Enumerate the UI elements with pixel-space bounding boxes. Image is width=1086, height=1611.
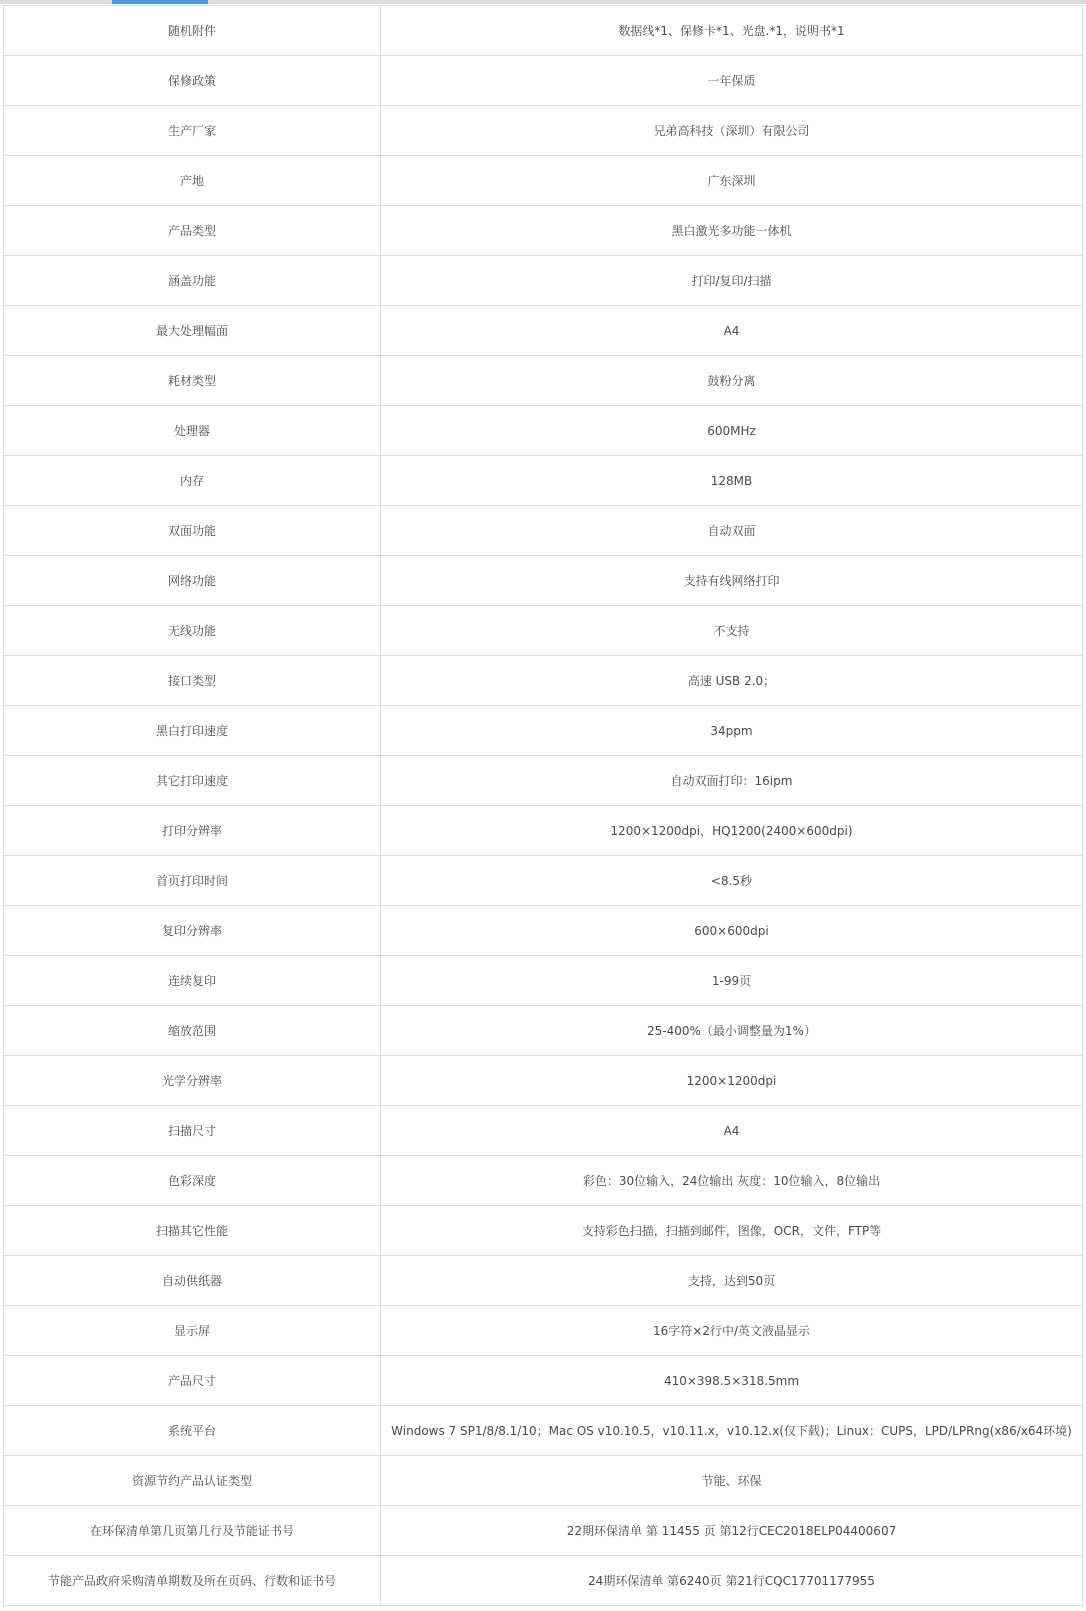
spec-value: A4 — [381, 1106, 1083, 1156]
spec-label: 缩放范围 — [4, 1006, 381, 1056]
spec-value: 支持，达到50页 — [381, 1256, 1083, 1306]
spec-label: 连续复印 — [4, 956, 381, 1006]
spec-label: 显示屏 — [4, 1306, 381, 1356]
spec-label: 其它打印速度 — [4, 756, 381, 806]
spec-value: 自动双面 — [381, 506, 1083, 556]
spec-value: 25-400%（最小调整量为1%） — [381, 1006, 1083, 1056]
table-row — [4, 1206, 1083, 1256]
spec-value: 1200×1200dpi，HQ1200(2400×600dpi) — [381, 806, 1083, 856]
spec-table — [3, 5, 1083, 1606]
spec-value: 打印/复印/扫描 — [381, 256, 1083, 306]
spec-label: 产品类型 — [4, 206, 381, 256]
spec-value: 1200×1200dpi — [381, 1056, 1083, 1106]
table-row — [4, 1256, 1083, 1306]
spec-label: 产品尺寸 — [4, 1356, 381, 1406]
spec-label: 光学分辨率 — [4, 1056, 381, 1106]
spec-value: 兄弟高科技（深圳）有限公司 — [381, 106, 1083, 156]
spec-label: 耗材类型 — [4, 356, 381, 406]
spec-label: 首页打印时间 — [4, 856, 381, 906]
spec-label: 色彩深度 — [4, 1156, 381, 1206]
spec-label: 自动供纸器 — [4, 1256, 381, 1306]
spec-label: 网络功能 — [4, 556, 381, 606]
spec-label: 接口类型 — [4, 656, 381, 706]
spec-label: 保修政策 — [4, 56, 381, 106]
table-row — [4, 306, 1083, 356]
spec-value: 彩色：30位输入，24位输出 灰度：10位输入，8位输出 — [381, 1156, 1083, 1206]
table-row — [4, 256, 1083, 306]
spec-value: 128MB — [381, 456, 1083, 506]
table-row — [4, 906, 1083, 956]
spec-label: 随机附件 — [4, 6, 381, 56]
spec-value: 黑白激光多功能一体机 — [381, 206, 1083, 256]
table-row — [4, 1306, 1083, 1356]
table-row — [4, 556, 1083, 606]
spec-value: 600×600dpi — [381, 906, 1083, 956]
spec-label: 涵盖功能 — [4, 256, 381, 306]
spec-label: 内存 — [4, 456, 381, 506]
table-row — [4, 1456, 1083, 1506]
spec-label: 生产厂家 — [4, 106, 381, 156]
spec-label: 双面功能 — [4, 506, 381, 556]
spec-label: 在环保清单第几页第几行及节能证书号 — [4, 1506, 381, 1556]
table-row — [4, 1556, 1083, 1606]
spec-label: 节能产品政府采购清单期数及所在页码、行数和证书号 — [4, 1556, 381, 1606]
spec-value: 支持有线网络打印 — [381, 556, 1083, 606]
spec-value: 34ppm — [381, 706, 1083, 756]
spec-value: 22期环保清单 第 11455 页 第12行CEC2018ELP04400607 — [381, 1506, 1083, 1556]
tab-strip — [0, 0, 1086, 4]
spec-value: 一年保质 — [381, 56, 1083, 106]
spec-label: 产地 — [4, 156, 381, 206]
table-row — [4, 106, 1083, 156]
spec-value: 鼓粉分离 — [381, 356, 1083, 406]
spec-label: 系统平台 — [4, 1406, 381, 1456]
table-row — [4, 356, 1083, 406]
spec-value: Windows 7 SP1/8/8.1/10；Mac OS v10.10.5，v10.11.x，v10.12.x(仅下载)；Linux：CUPS，LPD/LPRng(x86/x64环境) — [381, 1406, 1083, 1456]
table-row — [4, 156, 1083, 206]
table-row — [4, 706, 1083, 756]
table-row — [4, 1056, 1083, 1106]
table-row — [4, 206, 1083, 256]
table-row — [4, 406, 1083, 456]
table-row — [4, 1156, 1083, 1206]
spec-value: 支持彩色扫描，扫描到邮件，图像，OCR，文件，FTP等 — [381, 1206, 1083, 1256]
table-row — [4, 956, 1083, 1006]
spec-label: 最大处理幅面 — [4, 306, 381, 356]
spec-label: 无线功能 — [4, 606, 381, 656]
spec-label: 资源节约产品认证类型 — [4, 1456, 381, 1506]
spec-value: 数据线*1、保修卡*1、光盘.*1，说明书*1 — [381, 6, 1083, 56]
table-row — [4, 806, 1083, 856]
table-row — [4, 756, 1083, 806]
table-row — [4, 1506, 1083, 1556]
table-row — [4, 856, 1083, 906]
spec-value: A4 — [381, 306, 1083, 356]
spec-label: 黑白打印速度 — [4, 706, 381, 756]
spec-value: <8.5秒 — [381, 856, 1083, 906]
table-row — [4, 506, 1083, 556]
spec-value: 高速 USB 2.0； — [381, 656, 1083, 706]
spec-value: 16字符×2行中/英文液晶显示 — [381, 1306, 1083, 1356]
spec-value: 自动双面打印：16ipm — [381, 756, 1083, 806]
spec-value: 广东深圳 — [381, 156, 1083, 206]
table-row — [4, 1006, 1083, 1056]
spec-value: 节能、环保 — [381, 1456, 1083, 1506]
table-row — [4, 656, 1083, 706]
table-row — [4, 1356, 1083, 1406]
table-row — [4, 1406, 1083, 1456]
table-row — [4, 456, 1083, 506]
spec-label: 复印分辨率 — [4, 906, 381, 956]
table-row — [4, 1106, 1083, 1156]
spec-label: 打印分辨率 — [4, 806, 381, 856]
spec-value: 410×398.5×318.5mm — [381, 1356, 1083, 1406]
active-tab-indicator — [112, 0, 208, 4]
spec-label: 扫描尺寸 — [4, 1106, 381, 1156]
spec-value: 24期环保清单 第6240页 第21行CQC17701177955 — [381, 1556, 1083, 1606]
spec-value: 1-99页 — [381, 956, 1083, 1006]
table-row — [4, 6, 1083, 56]
spec-label: 处理器 — [4, 406, 381, 456]
spec-value: 600MHz — [381, 406, 1083, 456]
table-row — [4, 606, 1083, 656]
table-row — [4, 56, 1083, 106]
spec-label: 扫描其它性能 — [4, 1206, 381, 1256]
spec-table-body — [4, 6, 1083, 1606]
spec-value: 不支持 — [381, 606, 1083, 656]
